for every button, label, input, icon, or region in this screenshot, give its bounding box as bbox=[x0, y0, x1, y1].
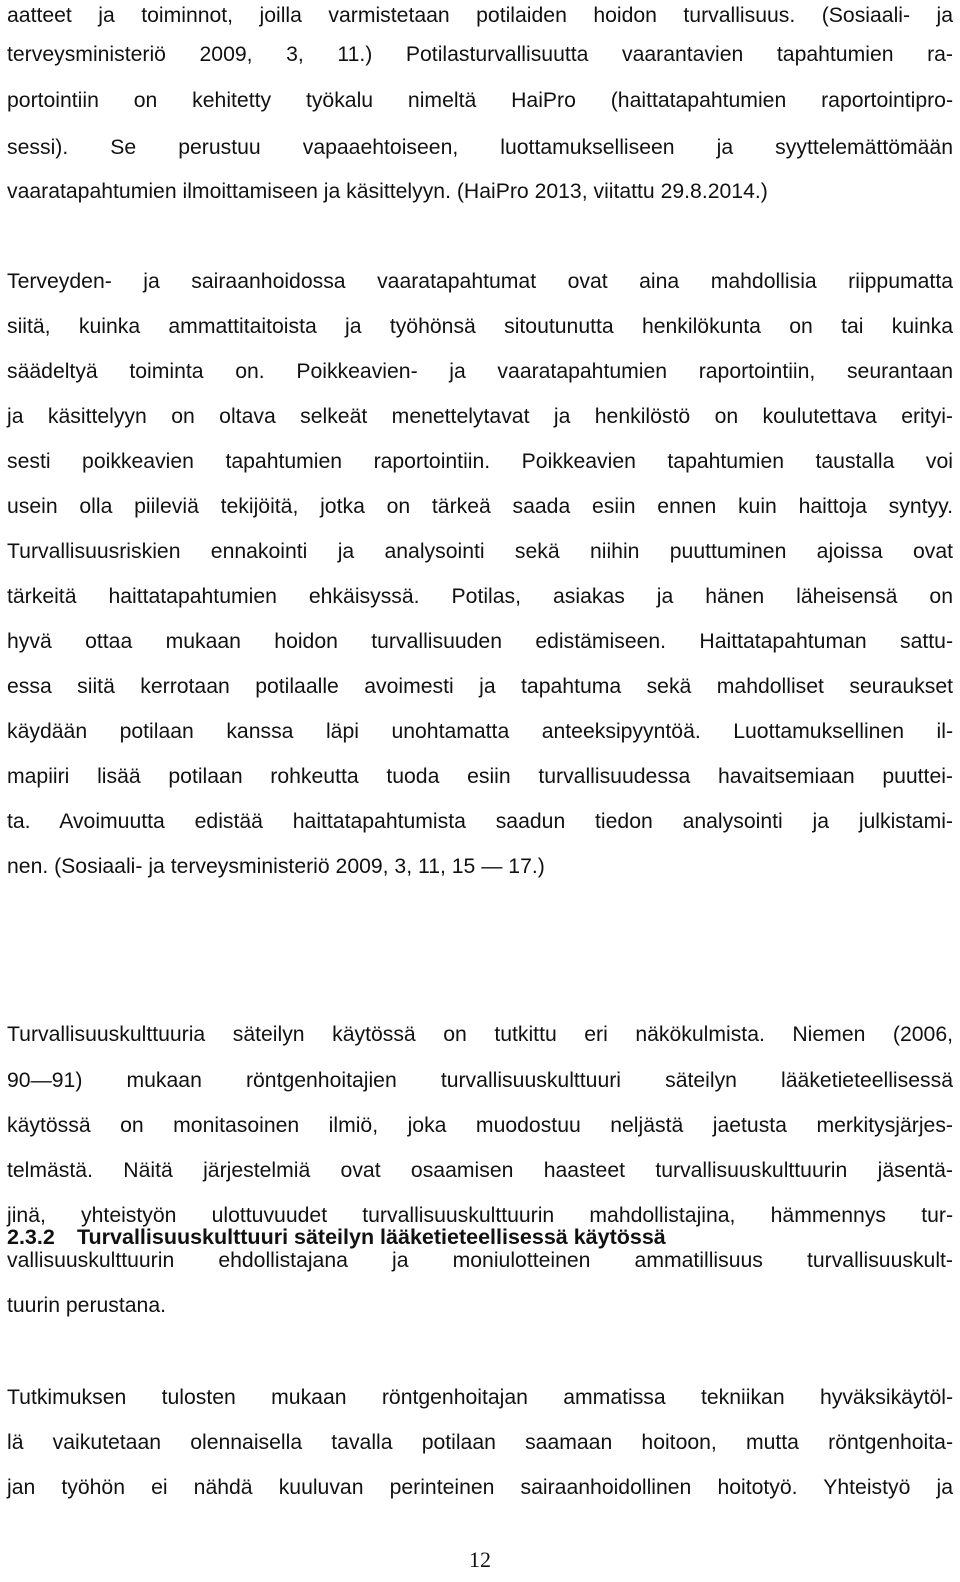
page-number: 12 bbox=[469, 1547, 491, 1572]
text-line: telmästä. Näitä järjestelmiä ovat osaamisen haasteet turvallisuuskulttuurin jäsentä- bbox=[7, 1159, 953, 1182]
text-line: sessi). Se perustuu vapaaehtoiseen, luottamukselliseen ja syyttelemättömään bbox=[7, 136, 953, 159]
section-title: Turvallisuuskulttuuri säteilyn lääketieteellisessä käytössä bbox=[77, 1225, 666, 1249]
text-line: mapiiri lisää potilaan rohkeutta tuoda esiin turvallisuudessa havaitsemiaan puuttei- bbox=[7, 765, 953, 788]
text-line: tärkeitä haittatapahtumien ehkäisyssä. Potilas, asiakas ja hänen läheisensä on bbox=[7, 585, 953, 608]
text-line: säädeltyä toiminta on. Poikkeavien- ja vaaratapahtumien raportointiin, seurantaan bbox=[7, 360, 953, 383]
text-line: jinä, yhteistyön ulottuvuudet turvallisuuskulttuurin mahdollistajina, hämmennys tur- bbox=[7, 1204, 953, 1227]
text-line: siitä, kuinka ammattitaitoista ja työhönsä sitoutunutta henkilökunta on tai kuinka bbox=[7, 315, 953, 338]
text-line: ja käsittelyyn on oltava selkeät menettelytavat ja henkilöstö on koulutettava erityi- bbox=[7, 405, 953, 428]
text-line: portointiin on kehitetty työkalu nimeltä HaiPro (haittatapahtumien raportointipro- bbox=[7, 89, 953, 112]
text-line: Tutkimuksen tulosten mukaan röntgenhoitajan ammatissa tekniikan hyväksikäytöl- bbox=[7, 1386, 953, 1409]
text-line: 90—91) mukaan röntgenhoitajien turvallisuuskulttuuri säteilyn lääketieteellisessä bbox=[7, 1069, 953, 1092]
text-line: Terveyden- ja sairaanhoidossa vaaratapahtumat ovat aina mahdollisia riippumatta bbox=[7, 270, 953, 293]
text-line: sesti poikkeavien tapahtumien raportointiin. Poikkeavien tapahtumien taustalla voi bbox=[7, 450, 953, 473]
text-line: vallisuuskulttuurin ehdollistajana ja moniulotteinen ammatillisuus turvallisuuskult- bbox=[7, 1249, 953, 1272]
text-line: jan työhön ei nähdä kuuluvan perinteinen sairaanhoidollinen hoitotyö. Yhteistyö ja bbox=[7, 1476, 953, 1499]
text-line: hyvä ottaa mukaan hoidon turvallisuuden edistämiseen. Haittatapahtuman sattu- bbox=[7, 630, 953, 653]
text-line: nen. (Sosiaali- ja terveysministeriö 2009, 3, 11, 15 — 17.) bbox=[7, 855, 545, 878]
text-line: usein olla piileviä tekijöitä, jotka on tärkeä saada esiin ennen kuin haittoja syntyy. bbox=[7, 495, 953, 518]
text-line: käytössä on monitasoinen ilmiö, joka muodostuu neljästä jaetusta merkitysjärjes- bbox=[7, 1114, 953, 1137]
text-line: terveysministeriö 2009, 3, 11.) Potilasturvallisuutta vaarantavien tapahtumien ra- bbox=[7, 43, 953, 66]
text-line: tuurin perustana. bbox=[7, 1294, 167, 1317]
text-line: vaaratapahtumien ilmoittamiseen ja käsittelyyn. (HaiPro 2013, viitattu 29.8.2014.) bbox=[7, 180, 768, 203]
text-line: Turvallisuuskulttuuria säteilyn käytössä on tutkittu eri näkökulmista. Niemen (2006, bbox=[7, 1023, 953, 1046]
text-line: Turvallisuusriskien ennakointi ja analysointi sekä niihin puuttuminen ajoissa ovat bbox=[7, 540, 953, 563]
text-line: aatteet ja toiminnot, joilla varmistetaan potilaiden hoidon turvallisuus. (Sosiaali- ja bbox=[7, 4, 953, 27]
text-line: käydään potilaan kanssa läpi unohtamatta anteeksipyyntöä. Luottamuksellinen il- bbox=[7, 720, 953, 743]
text-line: lä vaikutetaan olennaisella tavalla potilaan saamaan hoitoon, mutta röntgenhoita- bbox=[7, 1431, 953, 1454]
section-number: 2.3.2 bbox=[7, 1225, 55, 1249]
text-line: ta. Avoimuutta edistää haittatapahtumista saadun tiedon analysointi ja julkistami- bbox=[7, 810, 953, 833]
text-line: essa siitä kerrotaan potilaalle avoimesti ja tapahtuma sekä mahdolliset seuraukset bbox=[7, 675, 953, 698]
